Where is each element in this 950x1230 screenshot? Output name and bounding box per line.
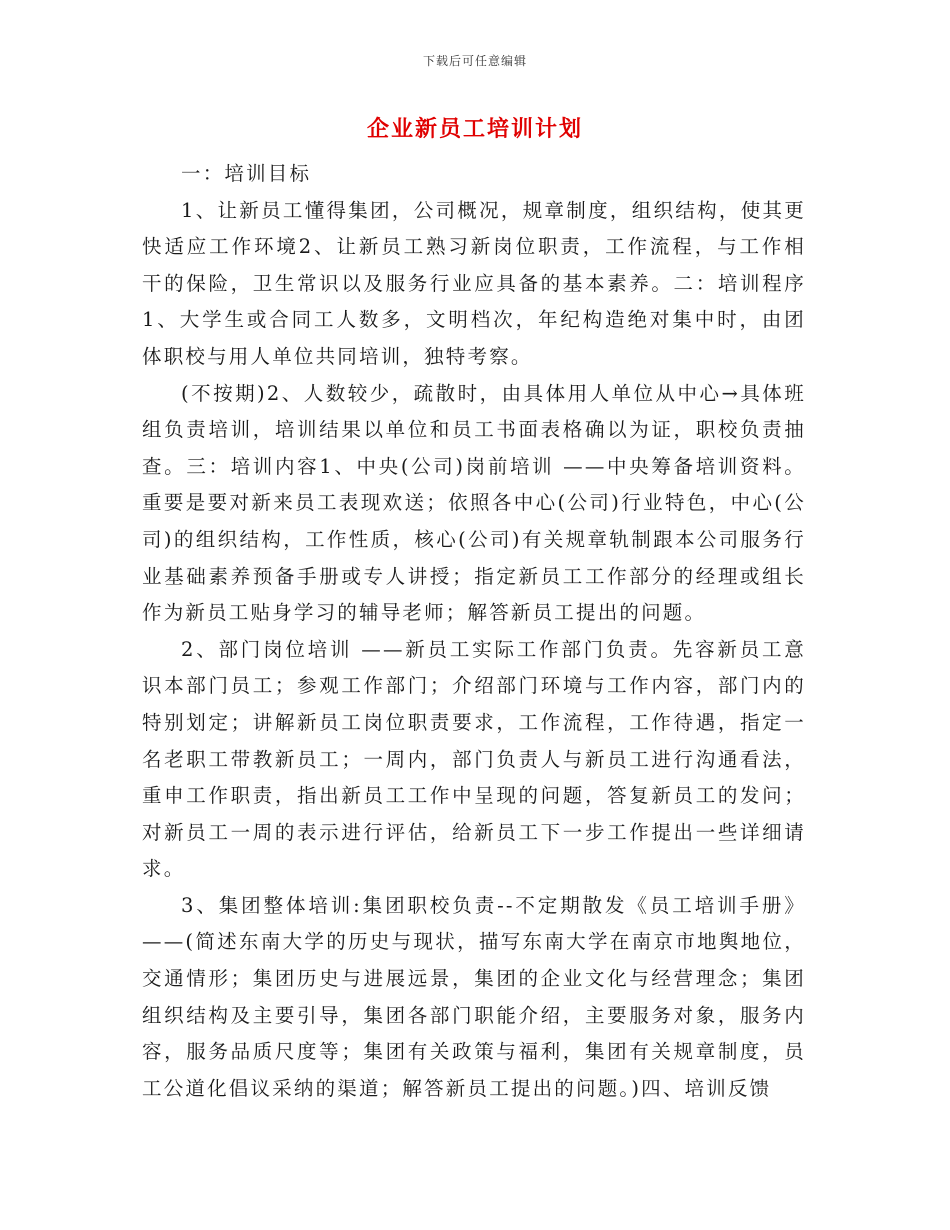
page-header-note: 下载后可任意编辑 (422, 54, 527, 68)
paragraph-department-training: 2、部门岗位培训 ——新员工实际工作部门负责。先容新员工意识本部门员工；参观工作部门；介绍部门环境与工作内容，部门内的特别划定；讲解新员工岗位职责要求，工作流程，工作待遇，指定一名老职工带教新员工；一周内，部门负责人与新员工进行沟通看法，重申工作职责，指出新员工工作中呈现的问题，答复新员工的发问；对新员工一周的表示进行评估，给新员工下一步工作提出一些详细请求。 (142, 637, 806, 881)
document-body (142, 156, 806, 1107)
paragraph-training-goal-heading: 一：培训目标 (181, 162, 312, 185)
paragraph-group-training: 3、集团整体培训:集团职校负责--不定期散发《员工培训手册》——(简述东南大学的历史与现状，描写东南大学在南京市地舆地位，交通情形；集团历史与进展远景，集团的企业文化与经营理念；集团组织结构及主要引导，集团各部门职能介绍，主要服务对象，服务内容，服务品质尺度等；集团有关政策与福利，集团有关规章制度，员工公道化倡议采纳的渠道；解答新员工提出的问题。)四、培训反馈 (142, 893, 806, 1100)
paragraph-procedure-and-center-training: (不按期)2、人数较少，疏散时，由具体用人单位从中心→具体班组负责培训，培训结果以单位和员工书面表格确以为证，职校负责抽查。三：培训内容1、中央(公司)岗前培训 ——中央筹备培训资料。重要是要对新来员工表现欢送；依照各中心(公司)行业特色，中心(公司)的组织结构，工作性质，核心(公司)有关规章轨制跟本公司服务行业基础素养预备手册或专人讲授；指定新员工工作部分的经理或组长作为新员工贴身学习的辅导老师；解答新员工提出的问题。 (142, 381, 806, 625)
paragraph-goals-and-procedure: 1、让新员工懂得集团，公司概况，规章制度，组织结构，使其更快适应工作环境2、让新员工熟习新岗位职责，工作流程，与工作相干的保险，卫生常识以及服务行业应具备的基本素养。二：培训程序1、大学生或合同工人数多，文明档次，年纪构造绝对集中时，由团体职校与用人单位共同培训，独特考察。 (142, 198, 806, 368)
document-title: 企业新员工培训计划 (366, 116, 583, 142)
